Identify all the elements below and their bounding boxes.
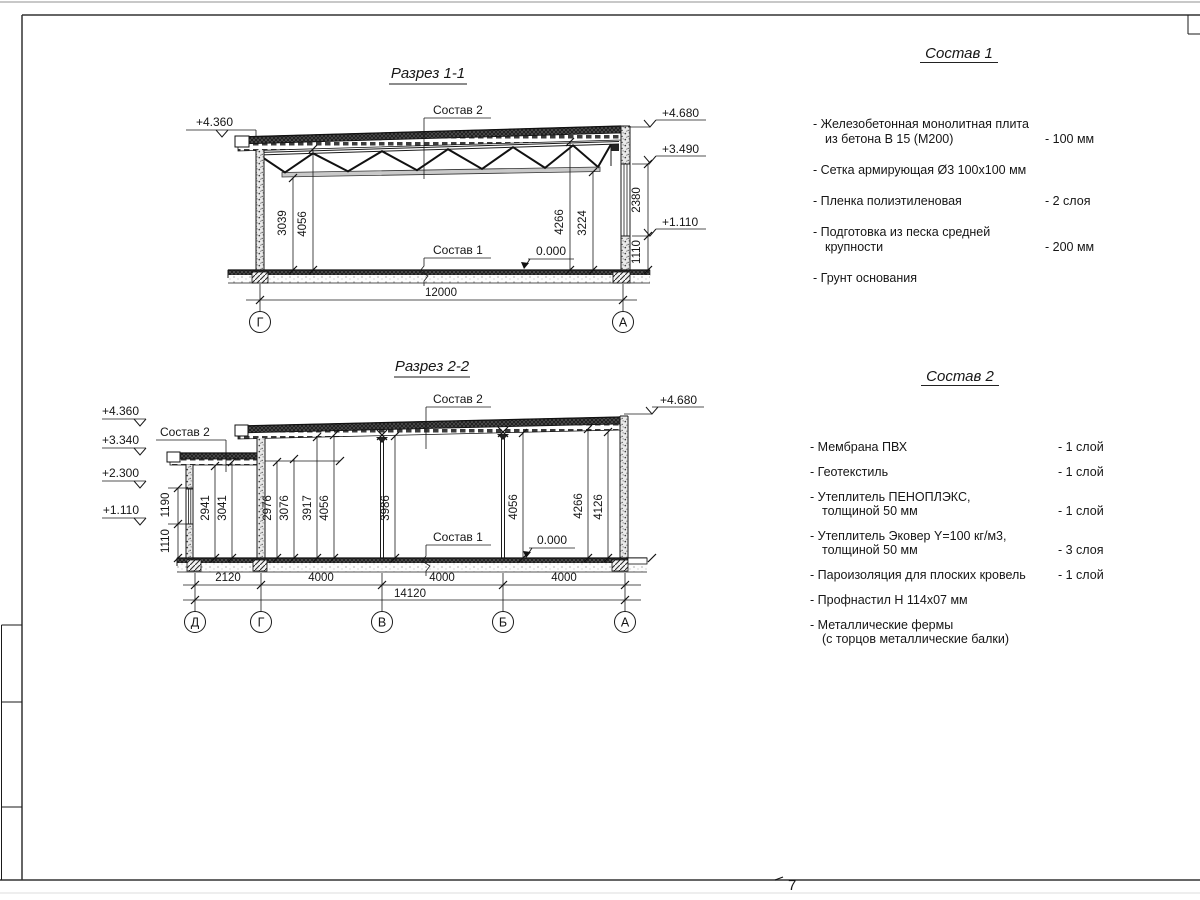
elevation-right-low (632, 215, 706, 236)
svg-text:3041: 3041 (217, 495, 229, 521)
svg-text:4056: 4056 (319, 495, 331, 521)
svg-text:4056: 4056 (297, 211, 309, 237)
composition1-block (813, 45, 1105, 302)
list-item: - Железобетонная монолитная плита из бетона В 15 (М200) - 100 мм (813, 117, 1095, 146)
svg-text:0.000: 0.000 (537, 533, 568, 547)
svg-text:2941: 2941 (200, 495, 212, 521)
list-item: - Сетка армирующая Ø3 100х100 мм (813, 163, 1027, 177)
svg-text:Состав 2: Состав 2 (433, 103, 483, 117)
svg-text:3986: 3986 (380, 495, 392, 521)
column-v (376, 430, 388, 558)
svg-text:4126: 4126 (593, 494, 605, 520)
svg-text:4266: 4266 (573, 493, 585, 519)
edge-beam (167, 452, 180, 462)
list-item: - Металлические фермы (с торцов металлические балки) (810, 618, 1010, 646)
svg-text:4056: 4056 (508, 494, 520, 520)
axis-bubbles-s1 (250, 312, 634, 333)
list-item: - Утеплитель ПЕНОПЛЭКС, толщиной 50 мм - 1 слой (810, 490, 1104, 518)
edge-beam (235, 136, 249, 147)
svg-text:В: В (377, 615, 387, 630)
svg-text:2976: 2976 (262, 495, 274, 521)
elevation-right-mid (632, 142, 706, 164)
main-roof (235, 417, 620, 439)
wall-left (256, 150, 264, 270)
wall-a (620, 416, 628, 558)
elevations-left-2 (102, 404, 146, 525)
list-item: - Пароизоляция для плоских кровель - 1 слой (810, 568, 1104, 582)
footing (613, 272, 630, 283)
svg-text:4000: 4000 (551, 572, 577, 584)
svg-text:+4.680: +4.680 (660, 393, 698, 407)
footing (612, 560, 628, 571)
zero-level-mark (521, 244, 574, 269)
list-item: - Подготовка из песка средней крупности - 200 мм (813, 225, 1095, 254)
svg-text:3224: 3224 (577, 210, 589, 236)
svg-text:14120: 14120 (394, 588, 426, 600)
list-item: - Геотекстиль - 1 слой (810, 465, 1104, 479)
zero-level-mark-2 (523, 533, 575, 558)
svg-text:2120: 2120 (215, 572, 241, 584)
svg-text:+4.680: +4.680 (662, 106, 700, 120)
svg-text:0.000: 0.000 (536, 244, 567, 258)
svg-text:1110: 1110 (631, 240, 643, 264)
svg-text:+1.110: +1.110 (102, 503, 139, 517)
svg-text:1110: 1110 (160, 529, 172, 553)
page-number: 7 (788, 877, 797, 894)
filing-boxes (2, 625, 23, 880)
dim-right-chain (631, 160, 652, 274)
svg-text:+3.340: +3.340 (101, 433, 139, 447)
svg-text:4000: 4000 (429, 572, 455, 584)
svg-text:Состав 2: Состав 2 (433, 392, 483, 406)
section-2-2 (102, 358, 704, 633)
list-item: - Утеплитель Эковер Y=100 кг/м3, толщиной 50 мм - 3 слоя (810, 529, 1104, 557)
svg-text:+3.490: +3.490 (662, 142, 700, 156)
section-2-title: Разрез 2-2 (394, 358, 470, 375)
composition2-block (810, 368, 1110, 657)
svg-text:+2.300: +2.300 (101, 466, 139, 480)
annex-roof (167, 452, 257, 465)
svg-text:1190: 1190 (160, 492, 172, 518)
svg-text:4000: 4000 (308, 572, 334, 584)
axis-bubbles-s2 (185, 612, 636, 633)
svg-text:2380: 2380 (631, 187, 643, 213)
list-item: - Пленка полиэтиленовая - 2 слоя (813, 194, 1091, 208)
svg-text:+4.360: +4.360 (101, 404, 139, 418)
section-1-1 (186, 65, 706, 333)
dim-span (246, 284, 637, 311)
footing (252, 272, 268, 283)
svg-text:3917: 3917 (302, 495, 314, 521)
list-item: - Мембрана ПВХ - 1 слой (810, 440, 1104, 454)
footing (187, 560, 201, 571)
svg-text:Состав 1: Состав 1 (433, 243, 483, 257)
composition2-title: Состав 2 (810, 368, 1110, 386)
svg-text:Г: Г (256, 315, 264, 330)
svg-text:Б: Б (498, 615, 508, 630)
elevation-left (186, 115, 256, 137)
dim-bottom-rows (183, 572, 641, 611)
list-item: - Профнастил Н 114х07 мм (810, 593, 968, 607)
svg-text:Д: Д (190, 615, 200, 630)
svg-text:4266: 4266 (554, 209, 566, 235)
svg-text:3076: 3076 (279, 495, 291, 521)
svg-text:А: А (620, 615, 630, 630)
svg-text:+1.110: +1.110 (662, 215, 699, 229)
column-b (497, 427, 509, 558)
floor-slab-2 (177, 554, 656, 572)
elevation-right-2 (624, 393, 704, 414)
svg-text:3039: 3039 (277, 210, 289, 236)
svg-text:Г: Г (257, 615, 265, 630)
section-1-title: Разрез 1-1 (390, 65, 466, 82)
footing (253, 560, 267, 571)
svg-text:12000: 12000 (425, 287, 457, 299)
elevation-right-top (628, 106, 706, 127)
edge-beam (235, 425, 248, 436)
composition1-title: Состав 1 (813, 45, 1105, 63)
svg-text:Состав 2: Состав 2 (160, 425, 210, 439)
annex-wall (186, 465, 193, 558)
list-item: - Грунт основания (813, 271, 918, 285)
svg-text:Состав 1: Состав 1 (433, 530, 483, 544)
svg-text:+4.360: +4.360 (195, 115, 233, 129)
svg-text:А: А (618, 315, 628, 330)
wall-right (621, 126, 630, 270)
